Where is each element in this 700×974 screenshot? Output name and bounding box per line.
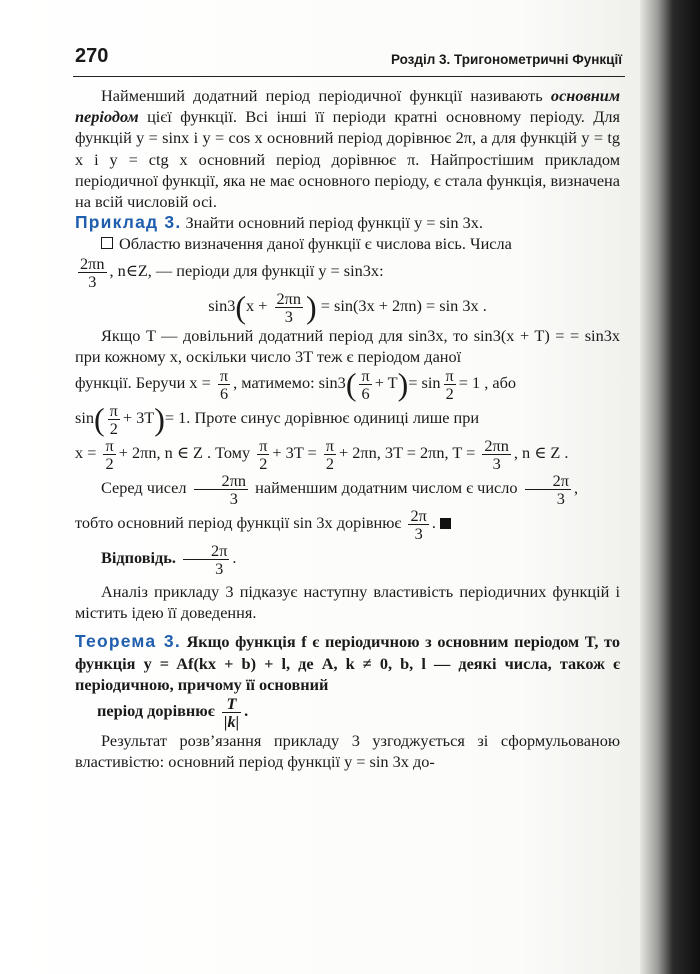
book-spine xyxy=(640,0,700,974)
solution-line-4: функції. Беручи x = $\frac{\pi}{6}$ , матимемо: sin3( $\frac{\pi}{6}$ + T)= sin $\frac{\pi}{2}$ = 1 , або xyxy=(75,365,517,404)
solution-line-2 xyxy=(75,255,620,290)
section-title: Розділ 3. Тригонометричні Функції xyxy=(390,52,622,67)
fraction-2pi-3: $\frac{2\pi}{3}$ xyxy=(410,506,427,544)
solution-text-2: , n∈Z, — періоди для функції y = sin3x: xyxy=(109,260,384,280)
solution-line-6: x = $\frac{\pi}{2}$ + 2πn, n ∈ Z . Тому $\frac{\pi}{2}$ + 3T = $\frac{\pi}{2}$ + 2πn, 3T = 2πn, T = $\frac{2\pi n}{3}$ , n ∈ Z . xyxy=(75,436,569,474)
fraction-pi-2: $\frac{\pi}{2}$ xyxy=(325,436,335,474)
intro-paragraph xyxy=(75,85,620,212)
solution-line-7: Серед чисел $\frac{2\pi n}{3}$ найменшим додатним числом є число $\frac{2\pi}{3}$ , xyxy=(101,471,579,509)
solution-text-1: Областю визначення даної функції є числова вісь. Числа xyxy=(119,234,512,254)
solution-line-8: тобто основний період функції sin 3x дорівнює $\frac{2\pi}{3}$ . xyxy=(75,507,620,542)
theorem-text: Якщо функція f є періодичною з основним періодом T, то функція y = Af(kx + b) + l, де A, k ≠ 0, b, l — деякі числа, також є періодичною, причому її основний xyxy=(75,632,620,694)
solution-end-icon xyxy=(440,518,451,529)
fraction-2pi-3: $\frac{2\pi}{3}$ xyxy=(525,472,571,507)
intro-text-2: цієї функції. Всі інші її періоди кратні основному періоду. Для функцій y = sinx і y = cos x основний період дорівнює 2π, а для функцій y = tg x і y = ctg x основний період дорівнює π. Найпростішим прикладом періодичної функції, яка не має основного періоду, є стала функція, визначена на всій числовій осі. xyxy=(75,107,620,212)
header-rule xyxy=(73,76,625,77)
fraction-pi-2: $\frac{\pi}{2}$ xyxy=(105,436,114,474)
conclusion-paragraph: Результат розв’язання прикладу 3 узгоджується зі сформульованою властивістю: основний період функції y = sin 3x до- xyxy=(75,731,620,772)
theorem-label: Теорема 3. xyxy=(75,631,181,652)
fraction-2pin-3: $\frac{2\pi n}{3}$ xyxy=(484,436,509,474)
theorem-statement xyxy=(75,631,620,695)
answer-fraction: $\frac{2\pi}{3}$ xyxy=(183,542,229,577)
fraction-2pin-3: $\frac{2\pi n}{3}$ xyxy=(194,472,249,507)
fraction-pi-2: $\frac{\pi}{2}$ xyxy=(259,436,268,474)
equation-1: sin3(x + $\frac{2\pi n}{3}$ ) = sin(3x + 2πn) = sin 3x . xyxy=(208,288,487,326)
fraction-pi-6: $\frac{\pi}{6}$ xyxy=(219,366,229,404)
solution-line-1 xyxy=(75,233,620,254)
theorem-block xyxy=(75,631,620,730)
page-number: 270 xyxy=(75,45,109,67)
answer-label: Відповідь. xyxy=(101,548,176,568)
intro-text-1: Найменший додатний період періодичної функції називають xyxy=(101,86,543,105)
theorem-period: період дорівнює $\frac{T}{|k|}$ . xyxy=(97,694,249,732)
example-task: Знайти основний період функції y = sin 3x. xyxy=(185,213,483,233)
fraction-2pin-3: $\frac{2\pi n}{3}$ xyxy=(80,253,105,291)
answer-line: Відповідь. $\frac{2\pi}{3}$ . xyxy=(101,541,237,579)
analysis-paragraph: Аналіз прикладу 3 підказує наступну властивість періодичних функцій і містить ідею її доведення. xyxy=(75,582,620,623)
fraction-pi-2: $\frac{\pi}{2}$ xyxy=(445,366,454,404)
example-label: Приклад 3. xyxy=(75,212,182,233)
page-content xyxy=(75,85,620,772)
fraction-pi-6: $\frac{\pi}{6}$ xyxy=(361,366,370,404)
fraction-2pin-3: $\frac{2\pi n}{3}$ xyxy=(276,288,302,326)
theorem-fraction: $\frac{T}{|k|}$ xyxy=(223,694,240,732)
solution-line-3: Якщо T — довільний додатний період для sin3x, то sin3(x + T) = = sin3x при кожному x, оскільки число 3T теж є періодом даної xyxy=(75,325,620,366)
fraction-pi-2: $\frac{\pi}{2}$ xyxy=(109,401,118,439)
solution-start-icon xyxy=(101,237,113,249)
solution-line-5: sin( $\frac{\pi}{2}$ + 3T)= 1. Проте синус дорівнює одиниці лише при xyxy=(75,400,480,439)
example-heading xyxy=(75,212,620,233)
term-main-period: основним періодом xyxy=(75,86,620,127)
